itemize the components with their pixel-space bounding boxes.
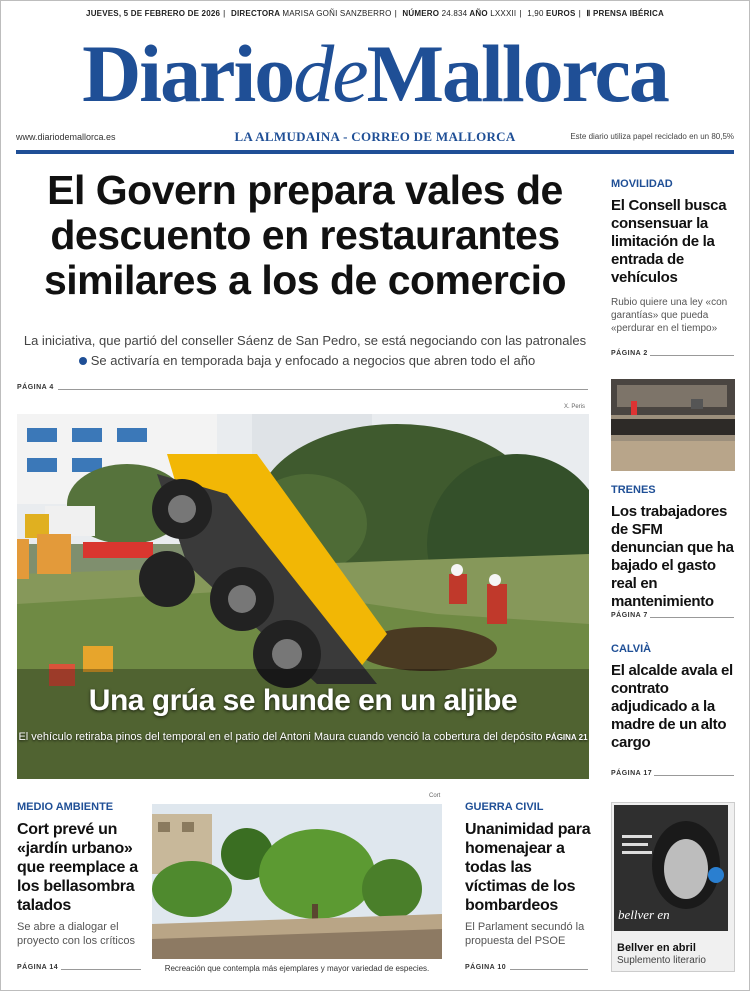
year-label: AÑO	[469, 9, 488, 18]
bottom-page-jardin[interactable]: PÁGINA 14	[17, 964, 59, 971]
photo-page-ref[interactable]: PÁGINA 21	[545, 733, 588, 742]
right-section-calvia: CALVIÀ	[611, 643, 652, 655]
bottom-page-bombardeos[interactable]: PÁGINA 10	[465, 964, 507, 971]
bullet-dot-icon	[79, 357, 87, 365]
masthead-word-diario: Diario	[82, 28, 294, 119]
train-thumbnail[interactable]	[611, 379, 735, 471]
dateline: JUEVES, 5 DE FEBRERO DE 2026 | DIRECTORA MARISA GOÑI SANZBERRO | NÚMERO 24.834 AÑO LXXXII | 1,90 EUROS | Ⅱ PRENSA IBÉRICA	[86, 9, 664, 18]
right-page-movilidad[interactable]: PÁGINA 2	[611, 350, 648, 357]
main-photo[interactable]	[17, 414, 589, 779]
group-name: PRENSA IBÉRICA	[592, 9, 664, 18]
bottom-section-guerra-civil: GUERRA CIVIL	[465, 801, 544, 813]
director-label: DIRECTORA	[231, 9, 280, 18]
year-value: LXXXII	[490, 9, 517, 18]
bottom-page-rule-1	[61, 969, 141, 970]
right-headline-movilidad[interactable]: El Consell busca consensuar la limitación de la entrada de vehículos	[611, 197, 727, 286]
bottom-headline-bombardeos[interactable]: Unanimidad para homenajear a todas las víctimas de los bombardeos	[465, 821, 591, 914]
right-section-trenes: TRENES	[611, 484, 656, 496]
bottom-headline-jardin[interactable]: Cort prevé un «jardín urbano» que reemplace a los bellasombra talados	[17, 821, 138, 914]
right-section-movilidad: MOVILIDAD	[611, 178, 673, 190]
crane-photo-illustration	[17, 414, 589, 779]
lead-subhead	[16, 331, 594, 371]
currency: EUROS	[546, 9, 576, 18]
bottom-page-rule-3	[510, 969, 588, 970]
right-page-rule-1	[650, 355, 734, 356]
bottom-section-medio-ambiente: MEDIO AMBIENTE	[17, 801, 114, 813]
lead-subhead-part-1: La iniciativa, que partió del conseller Sáenz de San Pedro, se está negociando con las patronales	[23, 333, 587, 348]
number-value: 24.834	[441, 9, 468, 18]
lead-headline[interactable]: El Govern prepara vales de descuento en restaurantes similares a los de comercio	[43, 167, 567, 303]
lead-page-ref[interactable]: PÁGINA 4	[17, 384, 54, 391]
photo-caption-text: El vehículo retiraba pinos del temporal en el patio del Antoni Maura cuando venció la cobertura del depósito	[18, 731, 543, 743]
lead-page-rule	[58, 389, 588, 390]
right-page-calvia[interactable]: PÁGINA 17	[611, 770, 653, 777]
supplement-cover[interactable]	[614, 805, 728, 931]
right-page-rule-2	[650, 617, 734, 618]
right-text-movilidad: Rubio quiere una ley «con garantías» que pueda «perdurar en el tiempo»	[611, 297, 728, 334]
bottom-text-bombardeos: El Parlament secundó la propuesta del PSOE	[465, 921, 585, 947]
masthead-rule	[16, 150, 734, 154]
masthead-word-de: de	[293, 28, 367, 119]
director-name: MARISA GOÑI SANZBERRO	[282, 9, 392, 18]
right-page-rule-3	[654, 775, 734, 776]
paper-note: Este diario utiliza papel reciclado en un 80,5%	[570, 132, 734, 141]
masthead-logo[interactable]	[0, 26, 750, 122]
bottom-text-jardin: Se abre a dialogar el proyecto con los críticos	[17, 921, 135, 947]
photo-title[interactable]: Una grúa se hunde en un aljibe	[88, 684, 518, 717]
garden-photo-credit: Cort	[429, 793, 441, 799]
prensa-iberica-icon: Ⅱ	[586, 9, 591, 18]
masthead-subbar	[16, 128, 734, 148]
train-maintenance-illustration	[611, 379, 735, 471]
photo-caption	[17, 730, 589, 745]
price: 1,90	[527, 9, 544, 18]
right-headline-trenes[interactable]: Los trabajadores de SFM denuncian que ha bajado el gasto real en mantenimiento	[611, 503, 734, 610]
garden-photo-caption: Recreación que contempla más ejemplares y mayor variedad de especies.	[164, 964, 430, 973]
supplement-text: Suplemento literario	[617, 955, 706, 966]
garden-recreation-illustration	[152, 804, 442, 959]
garden-photo[interactable]	[152, 804, 442, 959]
right-headline-calvia[interactable]: El alcalde avala el contrato adjudicado a la madre de un alto cargo	[611, 662, 733, 751]
date: JUEVES, 5 DE FEBRERO DE 2026	[86, 9, 221, 18]
supplement-cover-brand: bellver en	[618, 907, 670, 922]
number-label: NÚMERO	[402, 9, 440, 18]
photo-credit: X. Peris	[564, 404, 586, 410]
supplement-title[interactable]: Bellver en abril	[617, 942, 696, 954]
website-link[interactable]: www.diariodemallorca.es	[16, 132, 116, 142]
tagline: LA ALMUDAINA - CORREO DE MALLORCA	[234, 129, 516, 144]
masthead-word-mallorca: Mallorca	[366, 28, 668, 119]
right-page-trenes[interactable]: PÁGINA 7	[611, 612, 648, 619]
lead-subhead-part-2: Se activaría en temporada baja y enfocado a negocios que abren todo el año	[90, 353, 536, 368]
